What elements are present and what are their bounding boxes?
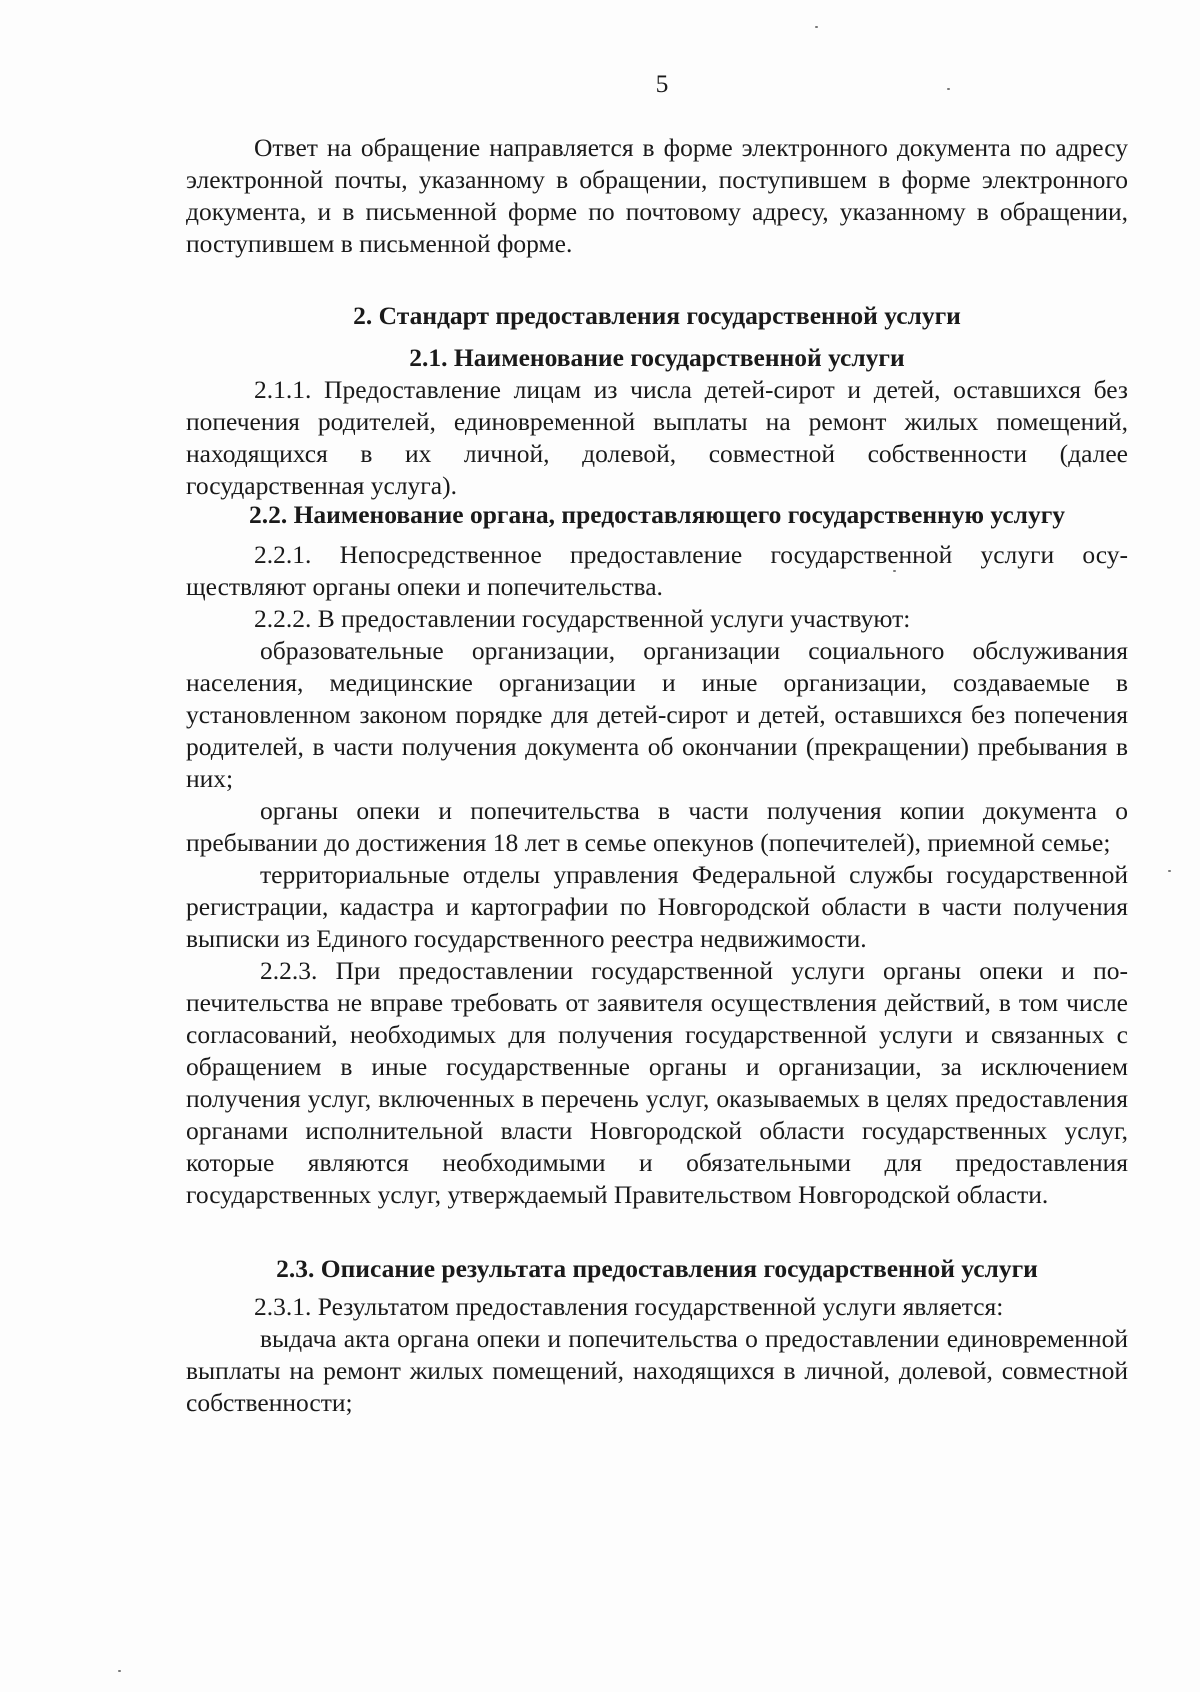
intro-paragraph: Ответ на обращение направляется в форме электронного документа по адресу электронной почты, указанному в обращении, поступившем в форме электронного документа, и в письменной форме по почтовому адресу, указанному в обращении, поступившем в письменной форме.	[186, 133, 1128, 258]
paragraph-act-issuance: выдача акта органа опеки и попечительства о предоставлении единовременной выплаты на ремонт жилых помещений, находящихся в личной, долевой, совместной собственности;	[186, 1324, 1128, 1417]
scan-speck	[1168, 870, 1171, 872]
subsection-2-1-heading: 2.1. Наименование государственной услуги	[409, 343, 905, 372]
scan-speck	[815, 26, 818, 28]
paragraph-2-3-1: 2.3.1. Результатом предоставления государственной услуги является:	[254, 1292, 1004, 1321]
paragraph-guardianship-bodies: органы опеки и попечительства в части получения копии документа о пребывании до достижения 18 лет в семье опекунов (попечителей), приемной семье;	[186, 796, 1128, 857]
scan-speck	[118, 1670, 121, 1672]
subsection-2-3-heading: 2.3. Описание результата предоставления государственной услуги	[276, 1254, 1038, 1283]
paragraph-2-2-2: 2.2.2. В предоставлении государственной услуги участвуют:	[254, 604, 911, 633]
paragraph-educational-orgs: образовательные организации, организации социального обслуживания населения, медицинские организации и иные организации, создаваемые в установленном законом порядке для детей-сирот и детей, оставшихся без попечения родителей, в части получения документа об окончании (прекращении) пребывания в них;	[186, 636, 1128, 793]
section-2-heading: 2. Стандарт предоставления государственной услуги	[353, 301, 961, 330]
paragraph-territorial-departments: территориальные отделы управления Федеральной службы государственной регистрации, кадастра и картографии по Новгородской области в части получения выписки из Единого государственного реестра недвижимости.	[186, 860, 1128, 953]
paragraph-2-1-1: 2.1.1. Предоставление лицам из числа детей-сирот и детей, оставшихся без попечения родителей, единовременной выплаты на ремонт жилых помещений, находящихся в их личной, долевой, совместной собственности (далее государственная услуга).	[186, 375, 1128, 500]
paragraph-2-2-3: 2.2.3. При предоставлении государственной услуги органы опеки и попечительства не вправе требовать от заявителя осуществления действий, в том числе согласований, необходимых для получения государственной услуги и связанных с обращением в иные государственные органы и организации, за исключением получения услуг, включенных в перечень услуг, оказываемых в целях предоставления органами исполнительной власти Новгородской области государственных услуг, которые являются необходимыми и обязательными для предоставления государственных услуг, утверждаемый Правительством Новгородской области.	[186, 956, 1128, 1209]
page-number: 5	[655, 69, 669, 98]
document-body	[186, 68, 1128, 1419]
paragraph-2-2-1: 2.2.1. Непосредственное предоставление государственной услуги осуществляют органы опеки и попечительства.	[186, 540, 1128, 601]
subsection-2-2-heading: 2.2. Наименование органа, предоставляющего государственную услугу	[248, 500, 1066, 529]
